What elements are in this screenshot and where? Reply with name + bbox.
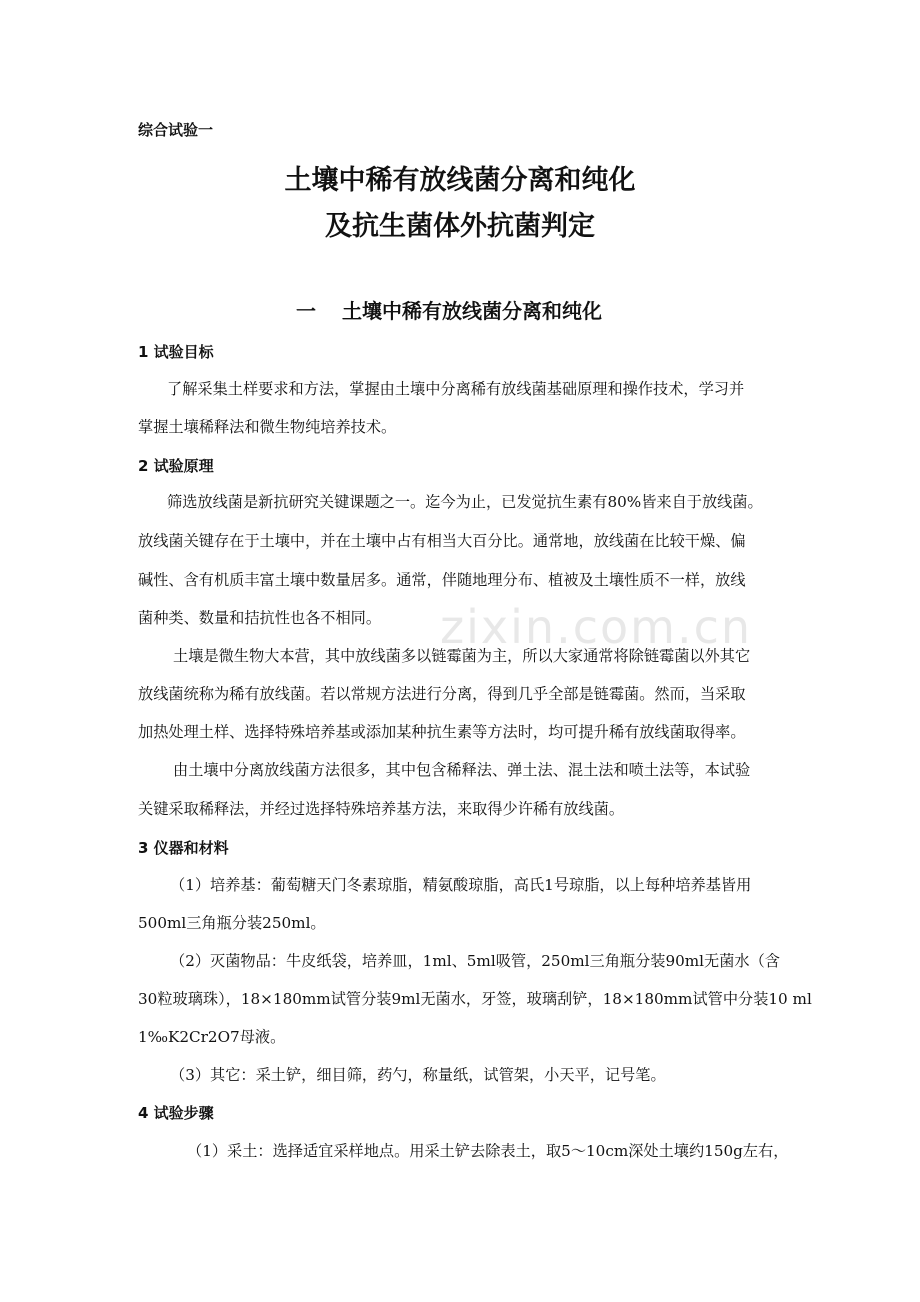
s1-label: 1 试验目标 [138, 343, 214, 361]
section1-number: 一 [296, 299, 316, 323]
s2-p1-line: 放线菌关键存在于土壤中，并在土壤中占有相当大百分比。通常地，放线菌在比较干燥、偏 [138, 532, 746, 550]
watermark: zixin.com.cn [440, 600, 753, 654]
s2-p2-line: 加热处理土样、选择特殊培养基或添加某种抗生素等方法时，均可提升稀有放线菌取得率。 [138, 723, 746, 741]
s3-item2-line: （2）灭菌物品：牛皮纸袋，培养皿，1ml、5ml吸管，250ml三角瓶分装90ml无菌水（含 [170, 952, 780, 970]
heading-small: 综合试验一 [138, 121, 214, 139]
s1-line: 掌握土壤稀释法和微生物纯培养技术。 [138, 418, 397, 436]
s2-label: 2 试验原理 [138, 457, 214, 475]
s4-label: 4 试验步骤 [138, 1104, 214, 1122]
s2-p1-line: 筛选放线菌是新抗研究关键课题之一。迄今为止，已发觉抗生素有80%皆来自于放线菌。 [167, 493, 763, 511]
s2-p1-line: 碱性、含有机质丰富土壤中数量居多。通常，伴随地理分布、植被及土壤性质不一样，放线 [138, 571, 746, 589]
s3-label: 3 仪器和材料 [138, 839, 229, 857]
s3-item1-line: 500ml三角瓶分装250ml。 [138, 914, 326, 932]
s2-p2-line: 放线菌统称为稀有放线菌。若以常规方法进行分离，得到几乎全部是链霉菌。然而，当采取 [138, 685, 746, 703]
s3-item2-line: 30粒玻璃珠），18×180mm试管分装9ml无菌水，牙签，玻璃刮铲，18×180mm试管中分装10 ml [138, 990, 812, 1008]
s2-p3-line: 关键采取稀释法，并经过选择特殊培养基方法，来取得少许稀有放线菌。 [138, 800, 624, 818]
section1-title: 土壤中稀有放线菌分离和纯化 [342, 299, 602, 323]
s4-item1: （1）采土：选择适宜采样地点。用采土铲去除表土，取5～10cm深处土壤约150g左右， [187, 1142, 789, 1160]
title-line2: 及抗生菌体外抗菌判定 [325, 211, 595, 242]
s2-p1-line: 菌种类、数量和拮抗性也各不相同。 [138, 609, 381, 627]
s2-p2-line: 土壤是微生物大本营，其中放线菌多以链霉菌为主，所以大家通常将除链霉菌以外其它 [173, 647, 751, 665]
s2-p3-line: 由土壤中分离放线菌方法很多，其中包含稀释法、弹土法、混土法和喷土法等，本试验 [173, 761, 751, 779]
s3-item1-line: （1）培养基：葡萄糖天门冬素琼脂，精氨酸琼脂，高氏1号琼脂，以上每种培养基皆用 [170, 876, 752, 894]
s1-line: 了解采集土样要求和方法，掌握由土壤中分离稀有放线菌基础原理和操作技术，学习并 [167, 380, 745, 398]
s3-item3: （3）其它：采土铲，细目筛，药勺，称量纸，试管架，小天平，记号笔。 [170, 1066, 666, 1084]
title-line1: 土壤中稀有放线菌分离和纯化 [284, 165, 636, 196]
s3-item2-line: 1‰K2Cr2O7母液。 [138, 1028, 286, 1046]
